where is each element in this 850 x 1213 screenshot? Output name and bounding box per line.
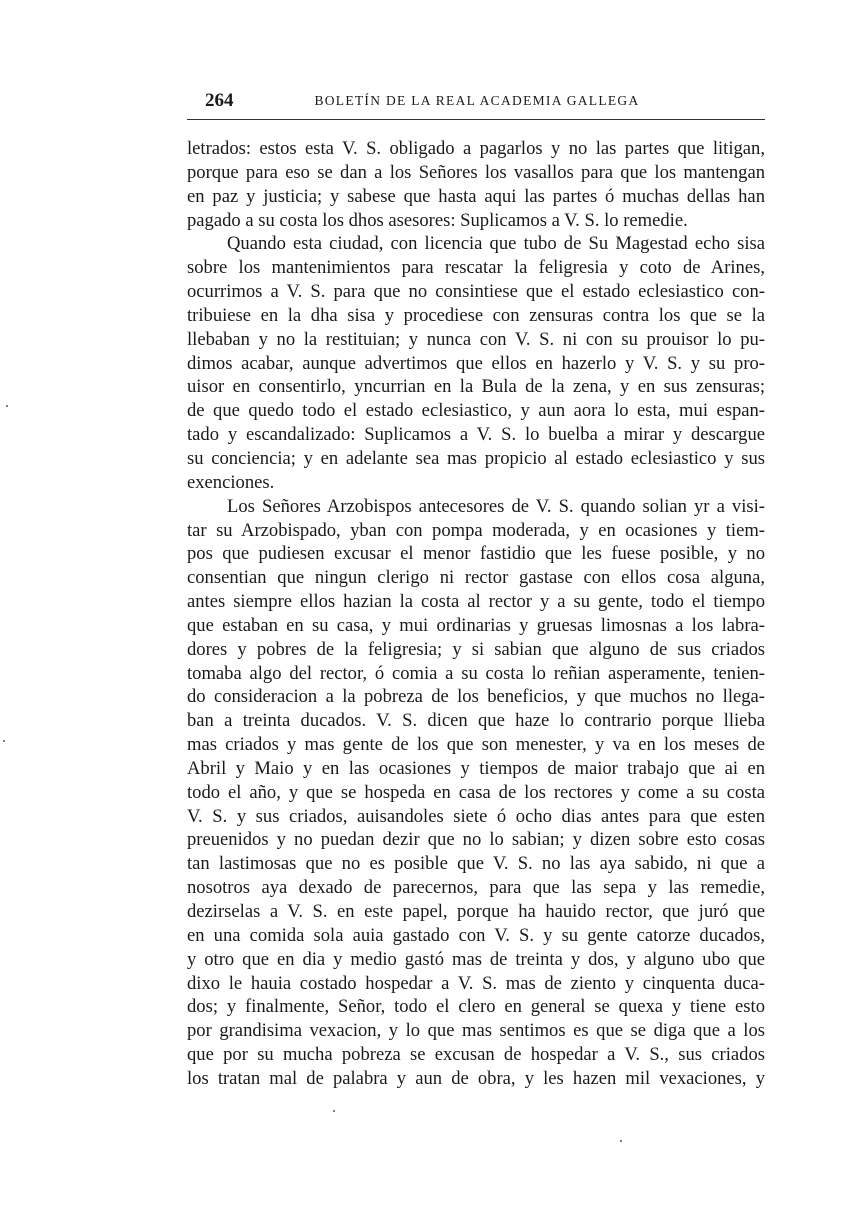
text-line: ocurrimos a V. S. para que no consintiese que el estado eclesiastico con-	[187, 281, 765, 303]
text-line: preuenidos y no puedan dezir que no lo sabian; y dizen sobre esto cosas	[187, 829, 765, 851]
text-line: tribuiese en la dha sisa y procediese con zensuras contra los que se la	[187, 304, 765, 326]
text-line: por grandisima vexacion, y lo que mas sentimos es que se diga que a los	[187, 1020, 765, 1042]
body-text	[187, 137, 765, 1091]
text-line: tar su Arzobispado, yban con pompa moderada, y en ocasiones y tiem-	[187, 519, 765, 541]
text-line: do consideracion a la pobreza de los beneficios, y que muchos no llega-	[187, 686, 765, 708]
text-line: porque para eso se dan a los Señores los vasallos para que los mantengan	[187, 161, 765, 183]
text-line: en una comida sola auia gastado con V. S. y su gente catorze ducados,	[187, 924, 765, 946]
text-line: dores y pobres de la feligresia; y si sabian que alguno de sus criados	[187, 638, 765, 660]
text-line: consentian que ningun clerigo ni rector gastase con ellos cosa alguna,	[187, 567, 765, 589]
text-line: dixo le hauia costado hospedar a V. S. mas de ziento y cinquenta duca-	[187, 972, 765, 994]
text-line: los tratan mal de palabra y aun de obra, y les hazen mil vexaciones, y	[187, 1067, 765, 1089]
text-line: letrados: estos esta V. S. obligado a pagarlos y no las partes que litigan,	[187, 138, 765, 159]
text-line: que estaban en su casa, y mui ordinarias y gruesas limosnas a los labra-	[187, 614, 765, 636]
text-line: sobre los mantenimientos para rescatar la feligresia y coto de Arines,	[187, 257, 765, 279]
text-line: Abril y Maio y en las ocasiones y tiempos de maior trabajo que ai en	[187, 757, 765, 779]
text-line: pos que pudiesen excusar el menor fastidio que les fuese posible, y no	[187, 543, 765, 565]
text-line: nosotros aya dexado de parecernos, para que las sepa y las remedie,	[187, 877, 765, 899]
text-line: su conciencia; y en adelante sea mas propicio al estado eclesiastico y sus	[187, 447, 765, 469]
text-line: antes siempre ellos hazian la costa al rector y a su gente, todo el tiempo	[187, 591, 765, 613]
scan-speck	[3, 740, 5, 742]
page-number: 264	[205, 90, 234, 111]
text-line: dezirselas a V. S. en este papel, porque ha hauido rector, que juró que	[187, 901, 765, 922]
text-line: dimos acabar, aunque advertimos que ellos en hazerlo y V. S. y su pro-	[187, 352, 765, 374]
scan-speck	[333, 1110, 335, 1112]
text-line: mas criados y mas gente de los que son menester, y va en los meses de	[187, 734, 765, 756]
header-rule	[187, 119, 765, 120]
text-line: y otro que en dia y medio gastó mas de treinta y dos, y alguno ubo que	[187, 948, 765, 970]
text-line: en paz y justicia; y sabese que hasta aqui las partes ó muchas dellas han	[187, 185, 765, 207]
running-title: BOLETÍN DE LA REAL ACADEMIA GALLEGA	[314, 93, 640, 108]
scan-speck	[620, 1140, 622, 1142]
text-line: pagado a su costa los dhos asesores: Suplicamos a V. S. lo remedie.	[187, 209, 688, 231]
text-line: tan lastimosas que no es posible que V. S. no las aya sabido, ni que a	[187, 853, 765, 875]
text-line: de que quedo todo el estado eclesiastico, y aun aora lo esta, mui espan-	[187, 400, 765, 422]
text-line: dos; y finalmente, Señor, todo el clero en general se quexa y tiene esto	[187, 996, 765, 1018]
text-line: Quando esta ciudad, con licencia que tubo de Su Magestad echo sisa	[227, 233, 765, 255]
text-line: exenciones.	[187, 471, 275, 493]
text-line: ban a treinta ducados. V. S. dicen que haze lo contrario porque llieba	[187, 710, 765, 732]
text-line: Los Señores Arzobispos antecesores de V. S. quando solian yr a visi-	[227, 495, 765, 517]
text-line: que por su mucha pobreza se excusan de hospedar a V. S., sus criados	[187, 1044, 765, 1066]
text-line: llebaban y no la restituian; y nunca con V. S. ni con su prouisor lo pu-	[187, 328, 765, 350]
text-line: tomaba algo del rector, ó comia a su costa lo reñian asperamente, tenien-	[187, 662, 765, 684]
text-line: uisor en consentirlo, yncurrian en la Bula de la zena, y en sus zensuras;	[187, 376, 765, 398]
text-line: todo el año, y que se hospeda en casa de los rectores y come a su costa	[187, 781, 765, 803]
text-line: tado y escandalizado: Suplicamos a V. S. lo buelba a mirar y descargue	[187, 424, 765, 446]
scan-speck	[6, 405, 8, 407]
text-line: V. S. y sus criados, auisandoles siete ó ocho dias antes para que esten	[187, 805, 765, 827]
